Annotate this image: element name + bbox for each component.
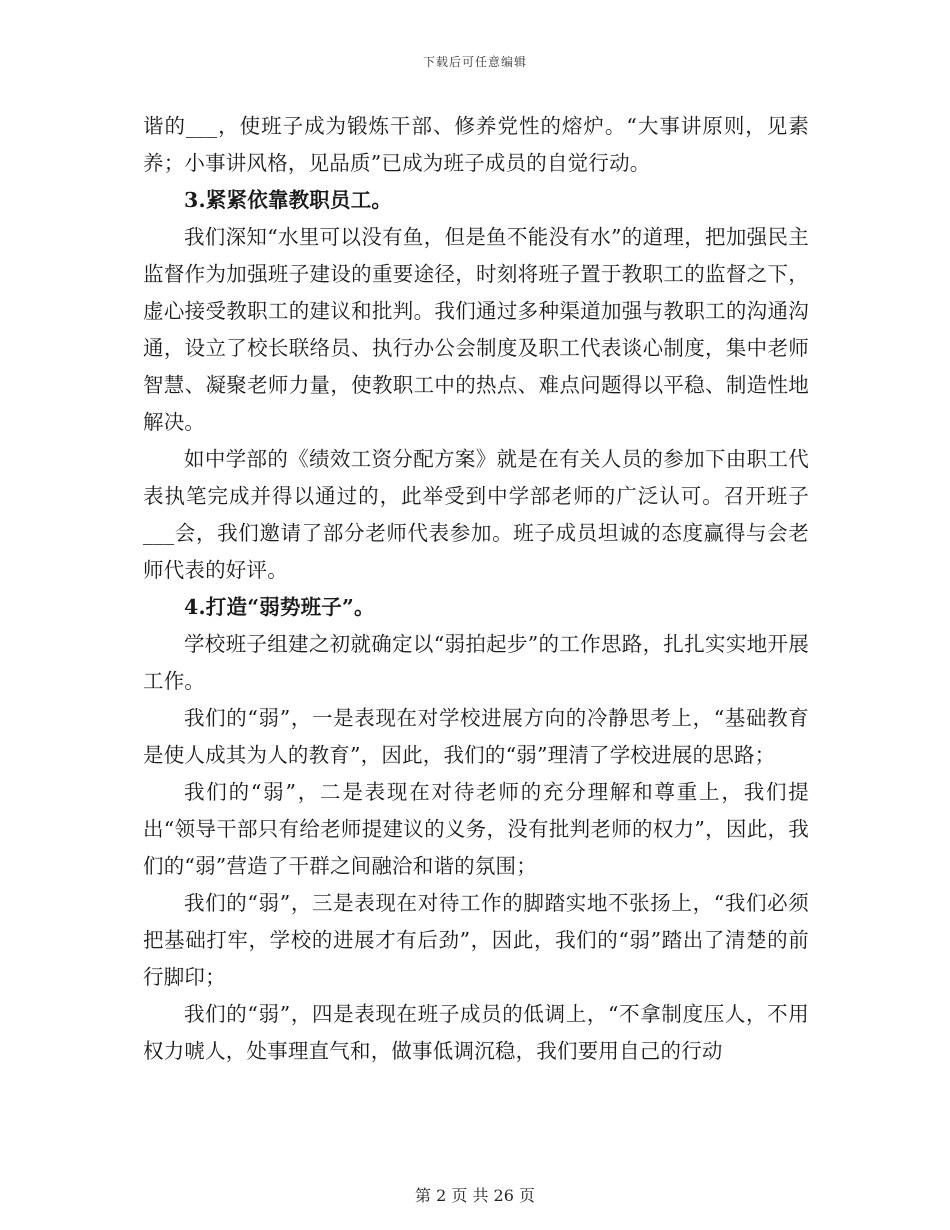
paragraph-3: 如中学部的《绩效工资分配方案》就是在有关人员的参加下由职工代表执笔完成并得以通过的，此举受到中学部老师的广泛认可。召开班子___会，我们邀请了部分老师代表参加。班子成员坦诚的态度赢得与会老师代表的好评。 [143, 447, 809, 582]
section-heading-3: 3.紧紧依靠教职员工。 [184, 188, 393, 212]
paragraph-2: 我们深知“水里可以没有鱼，但是鱼不能没有水”的道理，把加强民主监督作为加强班子建设的重要途径，时刻将班子置于教职工的监督之下，虚心接受教职工的建议和批判。我们通过多种渠道加强与教职工的沟通沟通，设立了校长联络员、执行办公会制度及职工代表谈心制度，集中老师智慧、凝聚老师力量，使教职工中的热点、难点问题得以平稳、制造性地解决。 [143, 225, 809, 434]
paragraph-7: 我们的“弱”，三是表现在对待工作的脚踏实地不张扬上，“我们必须把基础打牢，学校的进展才有后劲”，因此，我们的“弱”踏出了清楚的前行脚印； [143, 891, 809, 989]
document-body [143, 108, 809, 1070]
paragraph-6: 我们的“弱”，二是表现在对待老师的充分理解和尊重上，我们提出“领导干部只有给老师提建议的义务，没有批判老师的权力”，因此，我们的“弱”营造了干群之间融洽和谐的氛围； [143, 780, 809, 878]
page-header: 下载后可任意编辑 [422, 55, 527, 69]
paragraph-8: 我们的“弱”，四是表现在班子成员的低调上，“不拿制度压人，不用权力唬人，处事理直气和，做事低调沉稳，我们要用自己的行动 [143, 1002, 809, 1063]
page-number: 第 2 页 共 26 页 [415, 1186, 535, 1205]
section-heading-4: 4.打造“弱势班子”。 [184, 595, 375, 619]
paragraph-5: 我们的“弱”，一是表现在对学校进展方向的冷静思考上，“基础教育是使人成其为人的教育”，因此，我们的“弱”理清了学校进展的思路； [143, 706, 809, 767]
paragraph-4: 学校班子组建之初就确定以“弱拍起步”的工作思路，扎扎实实地开展工作。 [143, 632, 809, 693]
paragraph-1: 谐的___，使班子成为锻炼干部、修养党性的熔炉。“大事讲原则，见素养；小事讲风格，见品质”已成为班子成员的自觉行动。 [143, 114, 809, 175]
